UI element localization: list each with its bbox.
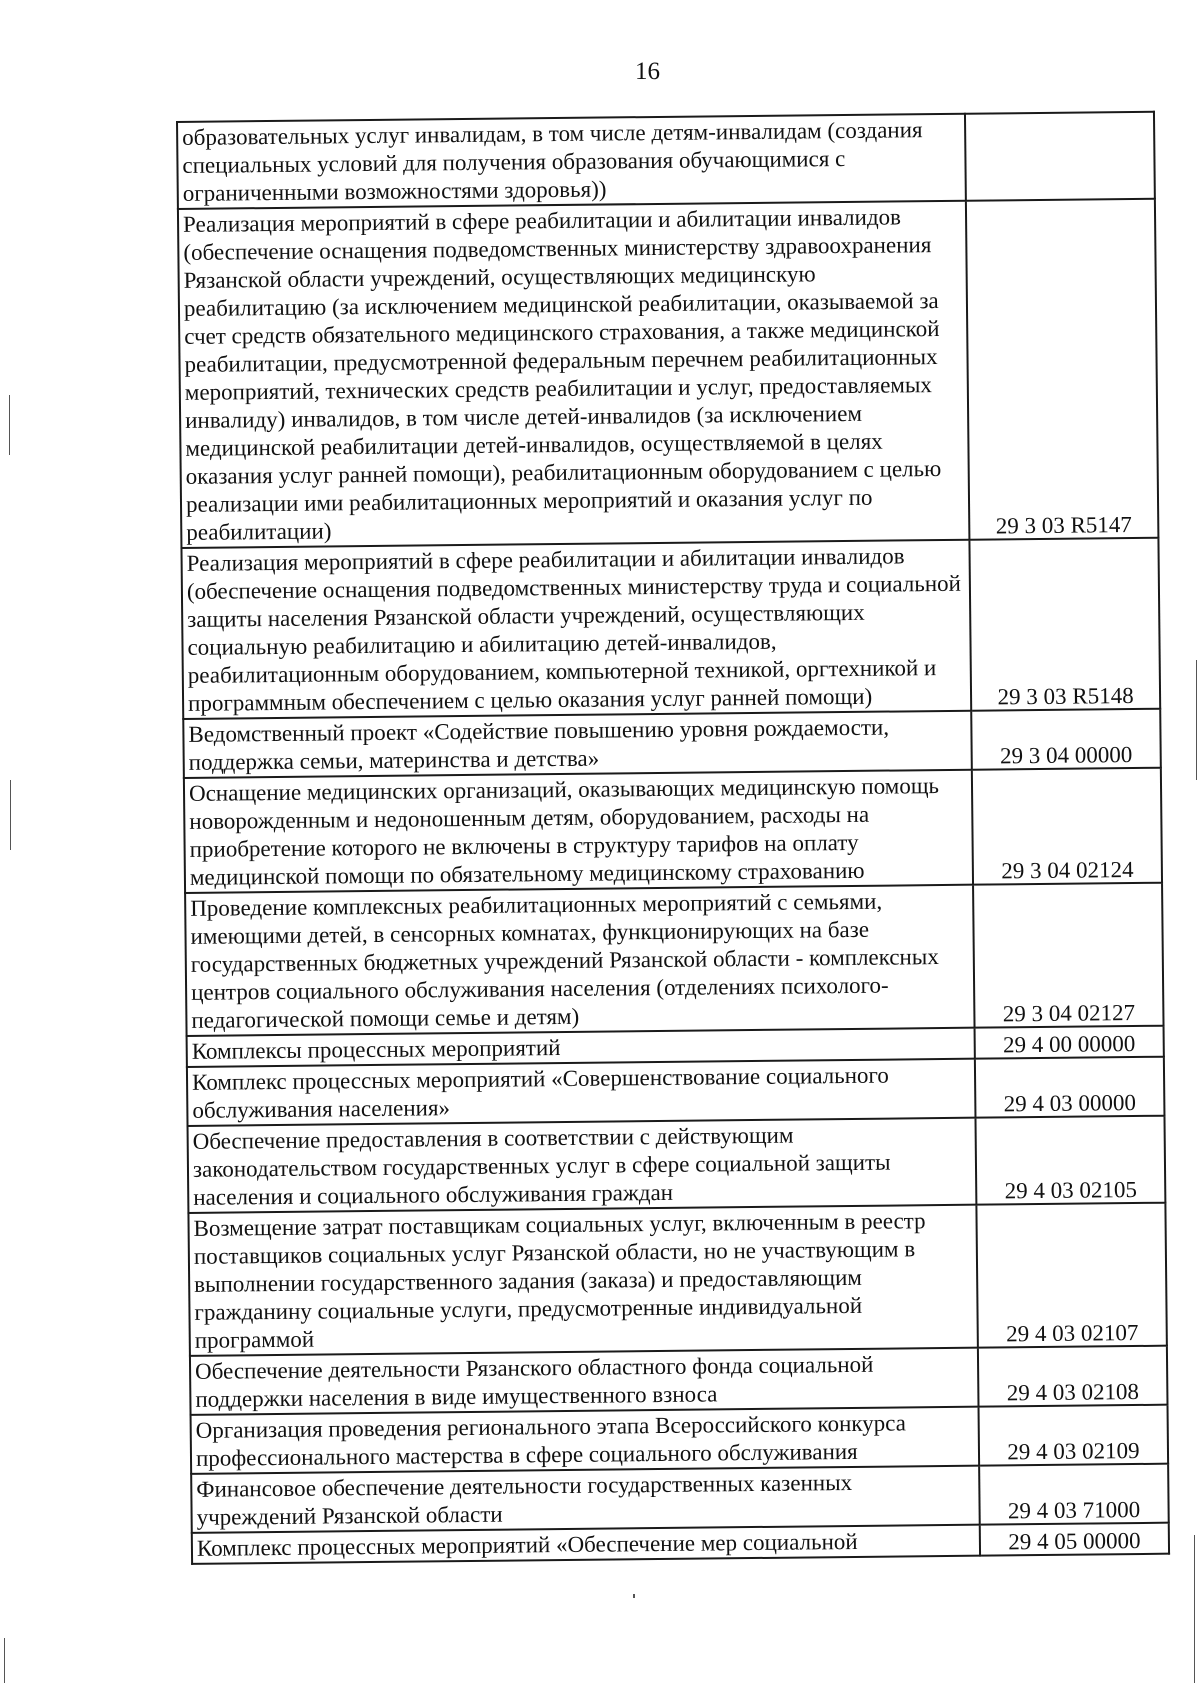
row-description: Финансовое обеспечение деятельности государственных казенных учреждений Рязанской области bbox=[191, 1466, 980, 1533]
row-code: 29 4 03 00000 bbox=[975, 1057, 1165, 1118]
row-code: 29 4 03 71000 bbox=[979, 1464, 1169, 1525]
row-description: Обеспечение деятельности Рязанского областного фонда социальной поддержки населения в виде имущественного взноса bbox=[190, 1348, 979, 1415]
row-description: Организация проведения регионального этапа Всероссийского конкурса профессионального мастерства в сфере социального обслуживания bbox=[191, 1407, 980, 1474]
row-code: 29 4 03 02107 bbox=[976, 1203, 1166, 1348]
row-code: 29 4 03 02105 bbox=[975, 1116, 1165, 1205]
table-row bbox=[187, 1057, 1165, 1126]
row-description: Реализация мероприятий в сфере реабилитации и абилитации инвалидов (обеспечение оснащения подведомственных министерству труда и социальной защиты населения Рязанской области учреждений, осуществляющих социальную реабилитацию и абилитацию детей-инвалидов, реабилитационным оборудованием, компьютерной техникой, оргтехникой и программным обеспечением с целью оказания услуг ранней помощи) bbox=[181, 540, 971, 719]
row-code: 29 4 00 00000 bbox=[975, 1026, 1164, 1059]
row-description: Обеспечение предоставления в соответствии с действующим законодательством государственных услуг в сфере социальной защиты населения и социального обслуживания граждан bbox=[188, 1118, 977, 1213]
row-code: 29 4 03 02109 bbox=[979, 1405, 1169, 1466]
scan-speck bbox=[633, 1594, 635, 1598]
row-code: 29 4 03 02108 bbox=[978, 1346, 1168, 1407]
table-row bbox=[184, 768, 1162, 893]
row-description: Комплекс процессных мероприятий «Совершенствование социального обслуживания населения» bbox=[187, 1059, 976, 1126]
scan-edge-mark bbox=[1194, 1535, 1195, 1683]
row-code: 29 3 03 R5147 bbox=[966, 199, 1159, 540]
table-row bbox=[183, 709, 1161, 778]
scan-edge-mark bbox=[4, 1638, 5, 1683]
row-code: 29 3 03 R5148 bbox=[969, 538, 1160, 711]
row-description: образовательных услуг инвалидам, в том числе детям-инвалидам (создания специальных условий для получения образования обучающимися с ограниченными возможностями здоровья)) bbox=[177, 114, 966, 209]
table-row bbox=[177, 112, 1155, 209]
table-row bbox=[191, 1464, 1169, 1533]
row-description: Проведение комплексных реабилитационных мероприятий с семьями, имеющими детей, в сенсорных комнатах, функционирующих на базе государственных бюджетных учреждений Рязанской области - комплексных центров социального обслуживания населения (отделениях психолого-педагогической помощи семье и детям) bbox=[185, 885, 974, 1036]
table-row bbox=[185, 883, 1163, 1036]
table-row bbox=[188, 1116, 1166, 1213]
row-code: 29 4 05 00000 bbox=[980, 1523, 1169, 1556]
scan-edge-mark bbox=[9, 395, 10, 455]
table-row bbox=[190, 1346, 1168, 1415]
row-code: 29 3 04 02127 bbox=[973, 883, 1163, 1028]
budget-classification-table bbox=[176, 111, 1170, 1565]
row-description: Оснащение медицинских организаций, оказывающих медицинскую помощь новорожденным и недоношенным детям, оборудованием, расходы на приобретение которого не включены в структуру тарифов на оплату медицинской помощи по обязательному медицинскому страхованию bbox=[184, 770, 973, 893]
row-description: Комплексы процессных мероприятий bbox=[187, 1028, 975, 1067]
table-row bbox=[178, 199, 1158, 548]
page-number: 16 bbox=[635, 58, 660, 85]
row-code: 29 3 04 00000 bbox=[971, 709, 1161, 770]
row-description: Возмещение затрат поставщикам социальных услуг, включенным в реестр поставщиков социальных услуг Рязанской области, но не участвующим в выполнении государственного задания (заказа) и предоставляющим гражданину социальные услуги, предусмотренные индивидуальной программой bbox=[188, 1205, 977, 1356]
table-row bbox=[188, 1203, 1166, 1356]
table-row bbox=[181, 538, 1160, 719]
row-description: Реализация мероприятий в сфере реабилитации и абилитации инвалидов (обеспечение оснащения подведомственных министерству здравоохранения Рязанской области учреждений, осуществляющих медицинскую реабилитацию (за исключением медицинской реабилитации, оказываемой за счет средств обязательного медицинского страхования, а также медицинской реабилитации, предусмотренной федеральным перечнем реабилитационных мероприятий, технических средств реабилитации и услуг, предоставляемых инвалиду) инвалидов, в том числе детей-инвалидов (за исключением медицинской реабилитации детей-инвалидов, осуществляемой в целях оказания услуг ранней помощи), реабилитационным оборудованием с целью реализации ими реабилитационных мероприятий и оказания услуг по реабилитации) bbox=[178, 201, 970, 548]
table-row bbox=[191, 1405, 1169, 1474]
scan-edge-mark bbox=[1196, 660, 1197, 780]
row-code: 29 3 04 02124 bbox=[972, 768, 1162, 885]
row-description: Ведомственный проект «Содействие повышению уровня рождаемости, поддержка семьи, материнства и детства» bbox=[183, 711, 972, 778]
scan-edge-mark bbox=[10, 780, 11, 850]
row-description: Комплекс процессных мероприятий «Обеспечение мер социальной bbox=[192, 1525, 980, 1564]
row-code bbox=[965, 112, 1155, 201]
